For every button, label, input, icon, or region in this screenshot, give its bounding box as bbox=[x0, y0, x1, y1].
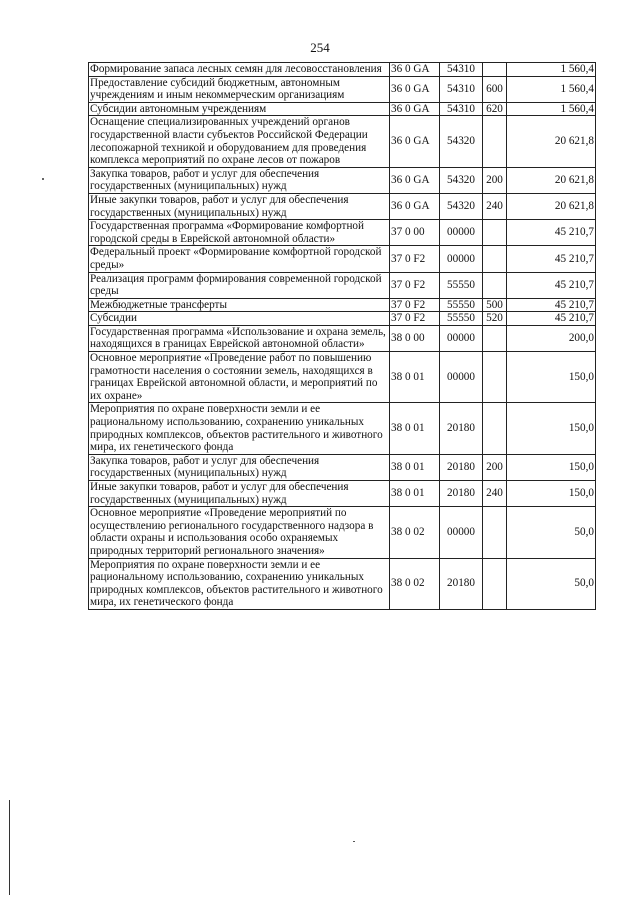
table-row bbox=[89, 298, 596, 312]
table-row bbox=[89, 63, 596, 77]
row-program-code: 38 0 01 bbox=[390, 403, 440, 454]
row-expense-type: 200 bbox=[483, 454, 507, 480]
row-direction-code: 54320 bbox=[440, 193, 483, 219]
table-row bbox=[89, 102, 596, 116]
row-direction-code: 55550 bbox=[440, 272, 483, 298]
row-amount: 150,0 bbox=[507, 481, 596, 507]
row-program-code: 36 0 GA bbox=[390, 102, 440, 116]
row-amount: 1 560,4 bbox=[507, 63, 596, 77]
row-name: Субсидии автономным учреждениям bbox=[89, 102, 390, 116]
page-number: 254 bbox=[310, 40, 330, 55]
margin-mark bbox=[42, 178, 44, 180]
row-name: Межбюджетные трансферты bbox=[89, 298, 390, 312]
row-amount: 150,0 bbox=[507, 352, 596, 403]
row-name: Закупка товаров, работ и услуг для обеспечения государственных (муниципальных) нужд bbox=[89, 167, 390, 193]
row-expense-type bbox=[483, 325, 507, 351]
row-direction-code: 54320 bbox=[440, 167, 483, 193]
row-name: Мероприятия по охране поверхности земли и ее рациональному использованию, сохранению уникальных природных комплексов, объектов растительного и животного мира, их генетического фонда bbox=[89, 558, 390, 609]
row-name: Иные закупки товаров, работ и услуг для обеспечения государственных (муниципальных) нужд bbox=[89, 193, 390, 219]
row-name: Реализация программ формирования современной городской среды bbox=[89, 272, 390, 298]
row-program-code: 36 0 GA bbox=[390, 167, 440, 193]
footer-mark bbox=[353, 841, 355, 842]
table-row bbox=[89, 312, 596, 326]
row-direction-code: 00000 bbox=[440, 246, 483, 272]
row-direction-code: 54310 bbox=[440, 63, 483, 77]
table-row bbox=[89, 352, 596, 403]
row-expense-type bbox=[483, 116, 507, 167]
row-program-code: 38 0 01 bbox=[390, 481, 440, 507]
table-row bbox=[89, 272, 596, 298]
row-direction-code: 00000 bbox=[440, 220, 483, 246]
row-name: Субсидии bbox=[89, 312, 390, 326]
row-amount: 45 210,7 bbox=[507, 246, 596, 272]
row-program-code: 38 0 02 bbox=[390, 507, 440, 558]
row-expense-type bbox=[483, 507, 507, 558]
budget-table bbox=[88, 62, 596, 610]
row-name: Государственная программа «Использование и охрана земель, находящихся в границах Еврейской автономной области» bbox=[89, 325, 390, 351]
row-expense-type bbox=[483, 272, 507, 298]
row-program-code: 38 0 00 bbox=[390, 325, 440, 351]
row-amount: 45 210,7 bbox=[507, 220, 596, 246]
row-expense-type bbox=[483, 246, 507, 272]
row-program-code: 37 0 F2 bbox=[390, 312, 440, 326]
row-program-code: 37 0 F2 bbox=[390, 246, 440, 272]
table-row bbox=[89, 76, 596, 102]
row-amount: 45 210,7 bbox=[507, 272, 596, 298]
table-row bbox=[89, 507, 596, 558]
row-amount: 1 560,4 bbox=[507, 102, 596, 116]
row-amount: 45 210,7 bbox=[507, 298, 596, 312]
row-amount: 20 621,8 bbox=[507, 116, 596, 167]
row-name: Формирование запаса лесных семян для лесовосстановления bbox=[89, 63, 390, 77]
row-amount: 20 621,8 bbox=[507, 193, 596, 219]
row-amount: 20 621,8 bbox=[507, 167, 596, 193]
row-expense-type: 200 bbox=[483, 167, 507, 193]
row-name: Федеральный проект «Формирование комфортной городской среды» bbox=[89, 246, 390, 272]
row-direction-code: 20180 bbox=[440, 558, 483, 609]
row-direction-code: 54310 bbox=[440, 76, 483, 102]
row-program-code: 36 0 GA bbox=[390, 63, 440, 77]
row-amount: 50,0 bbox=[507, 507, 596, 558]
row-name: Оснащение специализированных учреждений органов государственной власти субъектов Российской Федерации лесопожарной техникой и оборудованием для проведения комплекса мероприятий по охране лесов от пожаров bbox=[89, 116, 390, 167]
row-amount: 1 560,4 bbox=[507, 76, 596, 102]
row-name: Закупка товаров, работ и услуг для обеспечения государственных (муниципальных) нужд bbox=[89, 454, 390, 480]
row-program-code: 38 0 02 bbox=[390, 558, 440, 609]
row-direction-code: 20180 bbox=[440, 403, 483, 454]
row-name: Государственная программа «Формирование комфортной городской среды в Еврейской автономной области» bbox=[89, 220, 390, 246]
row-direction-code: 54310 bbox=[440, 102, 483, 116]
table-row bbox=[89, 246, 596, 272]
table-row bbox=[89, 116, 596, 167]
row-expense-type: 240 bbox=[483, 193, 507, 219]
row-expense-type bbox=[483, 63, 507, 77]
row-expense-type: 500 bbox=[483, 298, 507, 312]
table-row bbox=[89, 220, 596, 246]
row-amount: 45 210,7 bbox=[507, 312, 596, 326]
row-direction-code: 00000 bbox=[440, 352, 483, 403]
row-program-code: 38 0 01 bbox=[390, 454, 440, 480]
row-name: Предоставление субсидий бюджетным, автономным учреждениям и иным некоммерческим организациям bbox=[89, 76, 390, 102]
row-direction-code: 20180 bbox=[440, 481, 483, 507]
row-amount: 200,0 bbox=[507, 325, 596, 351]
row-direction-code: 55550 bbox=[440, 298, 483, 312]
row-direction-code: 00000 bbox=[440, 325, 483, 351]
row-program-code: 37 0 F2 bbox=[390, 272, 440, 298]
table-row bbox=[89, 403, 596, 454]
row-name: Иные закупки товаров, работ и услуг для обеспечения государственных (муниципальных) нужд bbox=[89, 481, 390, 507]
row-program-code: 36 0 GA bbox=[390, 193, 440, 219]
row-direction-code: 20180 bbox=[440, 454, 483, 480]
table-row bbox=[89, 193, 596, 219]
table-row bbox=[89, 167, 596, 193]
row-name: Основное мероприятие «Проведение мероприятий по осуществлению регионального государственного надзора в области охраны и использования особо охраняемых природных территорий регионального значения» bbox=[89, 507, 390, 558]
row-program-code: 38 0 01 bbox=[390, 352, 440, 403]
row-program-code: 37 0 F2 bbox=[390, 298, 440, 312]
row-expense-type bbox=[483, 352, 507, 403]
budget-table-body bbox=[89, 63, 596, 610]
row-program-code: 36 0 GA bbox=[390, 116, 440, 167]
row-name: Мероприятия по охране поверхности земли и ее рациональному использованию, сохранению уникальных природных комплексов, объектов растительного и животного мира, их генетического фонда bbox=[89, 403, 390, 454]
row-expense-type: 600 bbox=[483, 76, 507, 102]
row-direction-code: 55550 bbox=[440, 312, 483, 326]
row-expense-type bbox=[483, 558, 507, 609]
row-expense-type: 240 bbox=[483, 481, 507, 507]
row-amount: 150,0 bbox=[507, 454, 596, 480]
row-program-code: 36 0 GA bbox=[390, 76, 440, 102]
table-row bbox=[89, 558, 596, 609]
row-expense-type bbox=[483, 220, 507, 246]
row-amount: 50,0 bbox=[507, 558, 596, 609]
row-direction-code: 54320 bbox=[440, 116, 483, 167]
row-expense-type bbox=[483, 403, 507, 454]
table-row bbox=[89, 454, 596, 480]
row-amount: 150,0 bbox=[507, 403, 596, 454]
margin-line bbox=[9, 800, 10, 895]
table-row bbox=[89, 481, 596, 507]
table-row bbox=[89, 325, 596, 351]
row-direction-code: 00000 bbox=[440, 507, 483, 558]
row-program-code: 37 0 00 bbox=[390, 220, 440, 246]
row-name: Основное мероприятие «Проведение работ по повышению грамотности населения о состоянии земель, находящихся в границах Еврейской автономной области, и мероприятий по их охране» bbox=[89, 352, 390, 403]
row-expense-type: 620 bbox=[483, 102, 507, 116]
row-expense-type: 520 bbox=[483, 312, 507, 326]
